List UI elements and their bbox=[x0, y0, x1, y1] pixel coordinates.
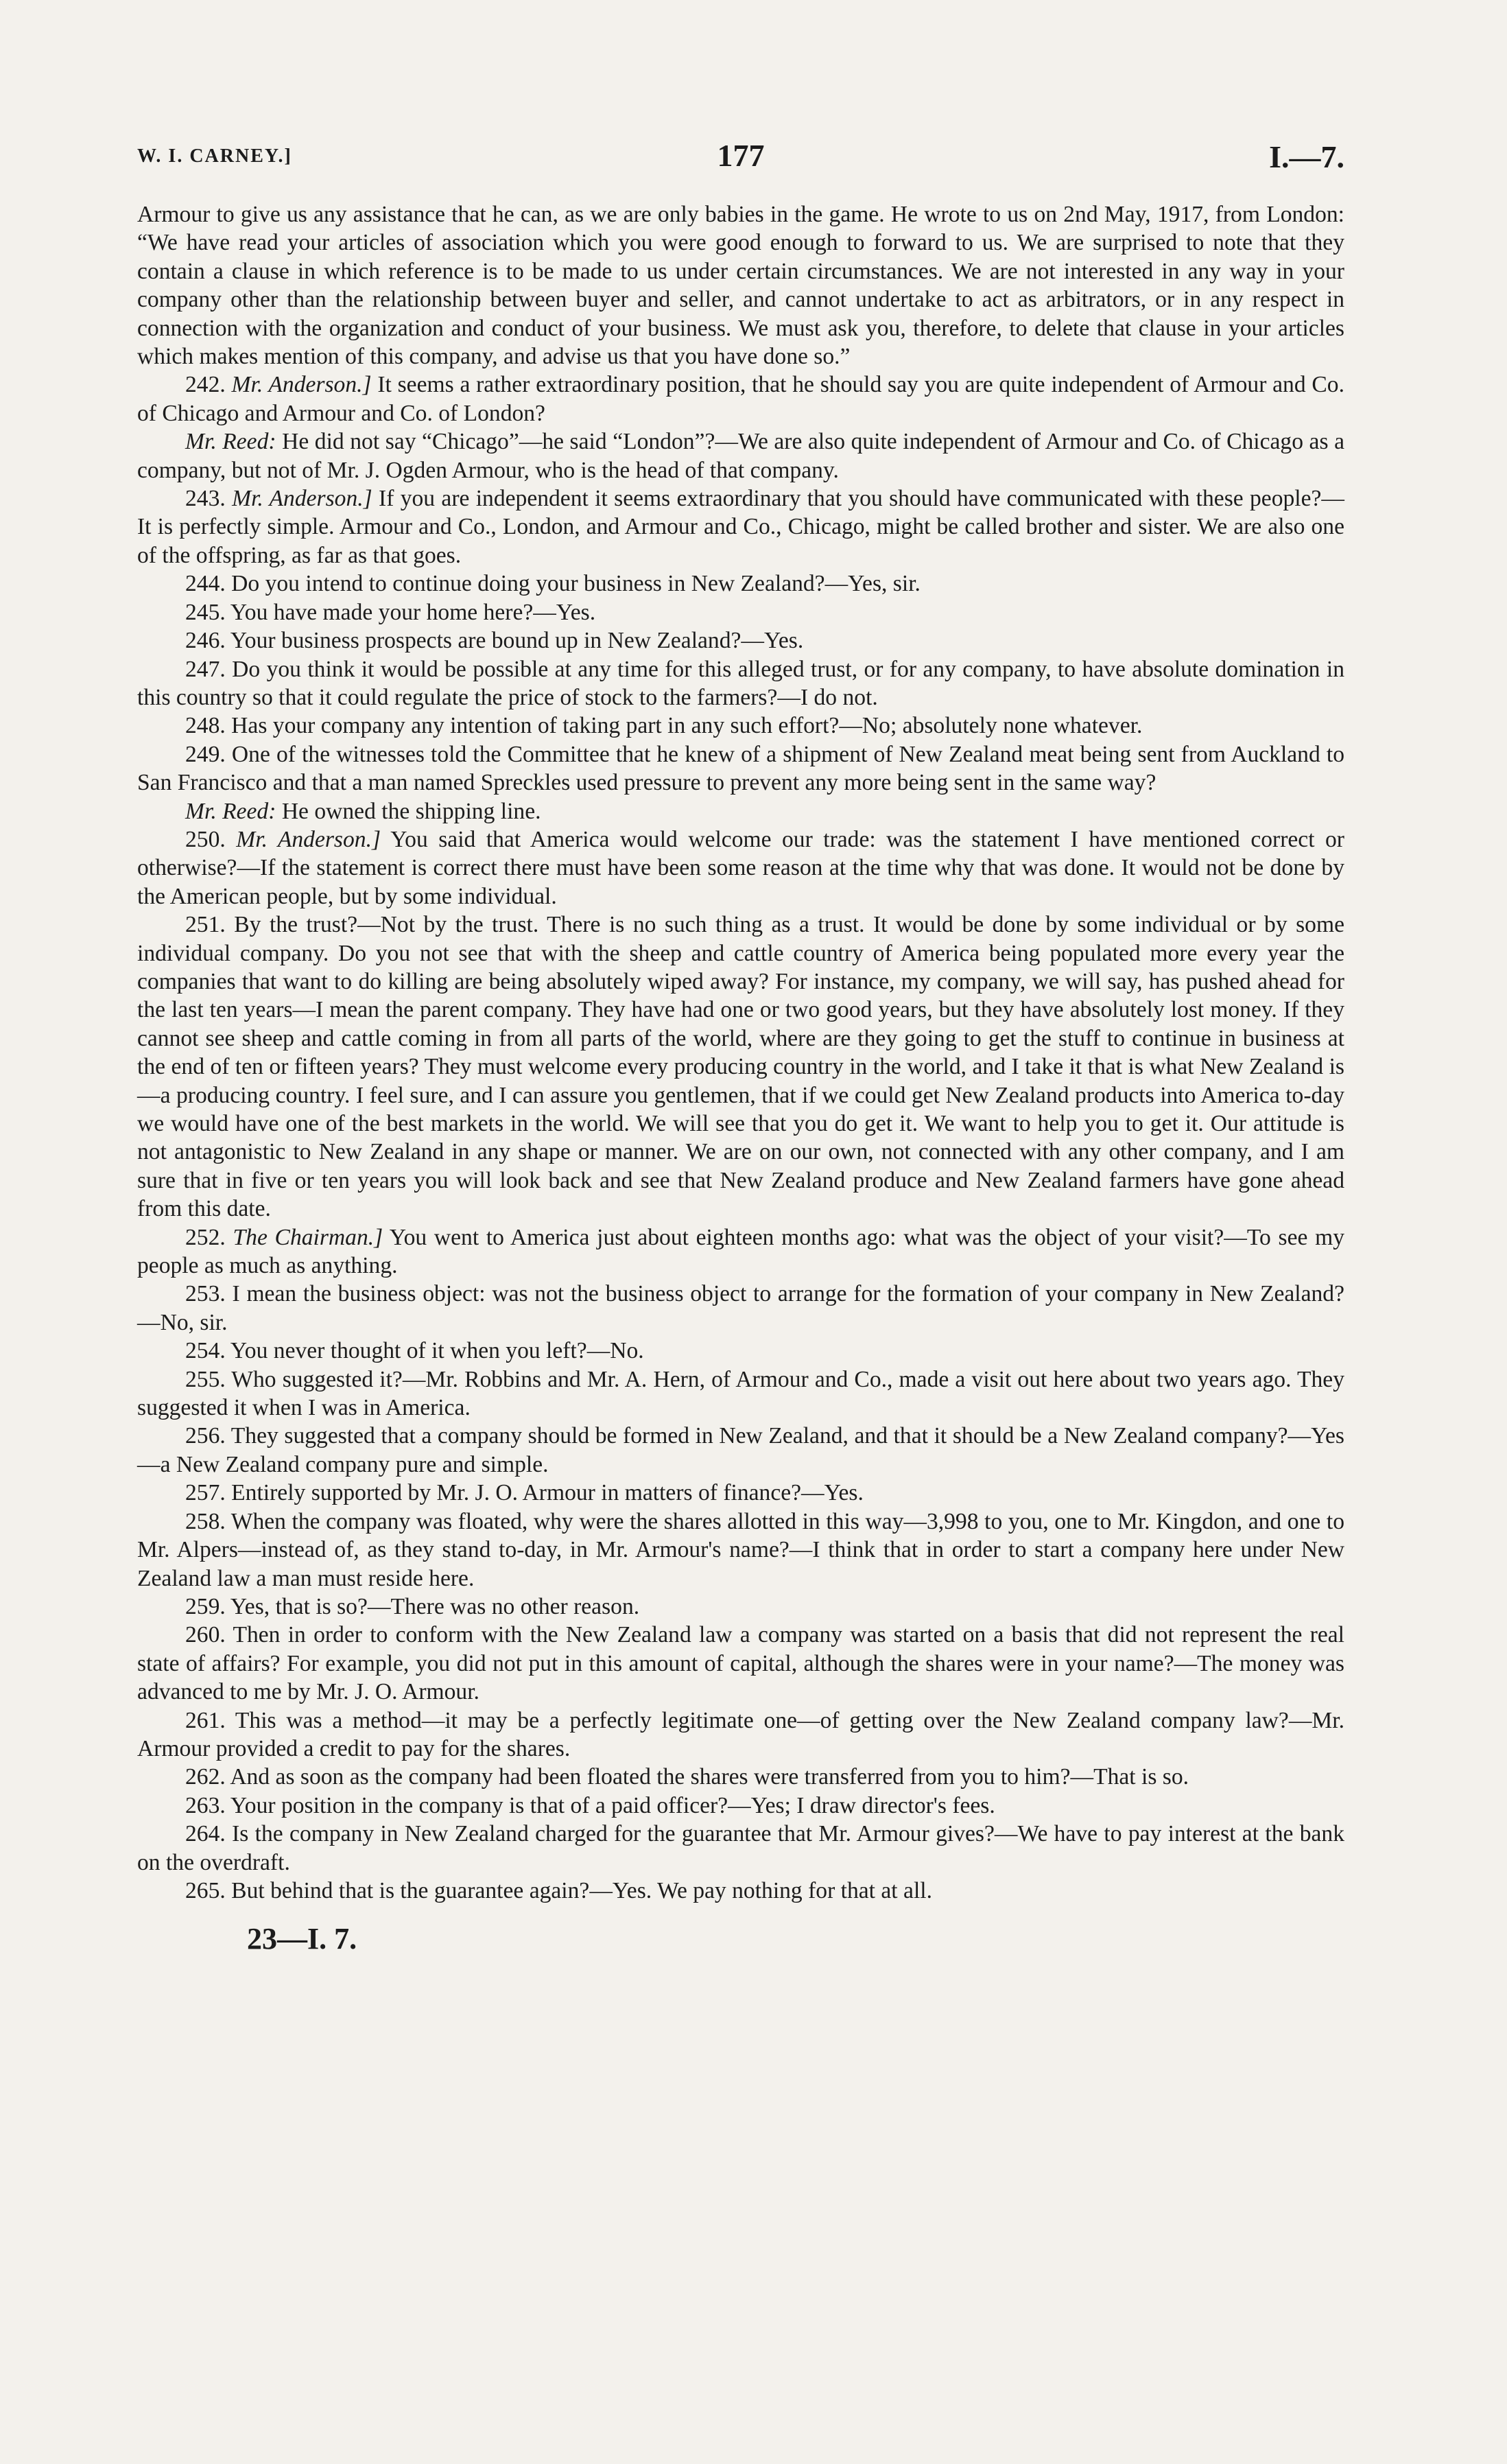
page-number: 177 bbox=[717, 138, 765, 173]
transcript-paragraph bbox=[137, 712, 1344, 740]
paragraph-text: One of the witnesses told the Committee that he knew of a shipment of New Zealand meat being sent from Auckland to San Francisco and that a man named Spreckles used pressure to prevent any more being sent in the same way? bbox=[137, 741, 1344, 796]
transcript-paragraph bbox=[137, 371, 1344, 427]
transcript-paragraph bbox=[137, 1763, 1344, 1791]
question-number: 252. bbox=[185, 1224, 226, 1250]
question-number: 244. bbox=[185, 571, 226, 597]
transcript-paragraph bbox=[137, 427, 1344, 484]
paragraph-text: You have made your home here?—Yes. bbox=[230, 599, 596, 625]
paragraph-text: Then in order to conform with the New Zealand law a company was started on a basis that did not represent the real state of affairs? For example, you did not put in this amount of capital, although the shares were in your name?—The money was advanced to me by Mr. J. O. Armour. bbox=[137, 1622, 1344, 1705]
page-header bbox=[137, 137, 1344, 185]
transcript-paragraph bbox=[137, 1820, 1344, 1877]
paragraph-text: Is the company in New Zealand charged for the guarantee that Mr. Armour gives?—We have to pay interest at the bank on the overdraft. bbox=[137, 1821, 1344, 1875]
question-number: 256. bbox=[185, 1423, 226, 1449]
question-number: 262. bbox=[185, 1764, 226, 1790]
transcript-paragraph bbox=[137, 1280, 1344, 1337]
transcript-paragraph bbox=[137, 626, 1344, 655]
paragraph-text: Entirely supported by Mr. J. O. Armour in matters of finance?—Yes. bbox=[231, 1480, 864, 1506]
transcript-paragraph bbox=[137, 570, 1344, 598]
transcript-paragraph bbox=[137, 200, 1344, 371]
question-number: 255. bbox=[185, 1366, 226, 1392]
transcript-paragraph bbox=[137, 740, 1344, 797]
question-number: 264. bbox=[185, 1821, 226, 1847]
question-number: 245. bbox=[185, 599, 226, 625]
paragraph-text: When the company was floated, why were the shares allotted in this way—3,998 to you, one to Mr. Kingdon, and one to Mr. Alpers—instead of, as they stand to-day, in Mr. Armour's name?—I think that in order to start a company here under New Zealand law a man must reside here. bbox=[137, 1508, 1344, 1591]
transcript-paragraph bbox=[137, 797, 1344, 825]
question-number: 247. bbox=[185, 656, 226, 682]
question-number: 253. bbox=[185, 1281, 226, 1307]
transcript-paragraph bbox=[137, 1365, 1344, 1422]
transcript-body bbox=[137, 200, 1344, 1905]
paragraph-text: Your position in the company is that of a paid officer?—Yes; I draw director's fees. bbox=[230, 1792, 995, 1818]
paragraph-text: Yes, that is so?—There was no other reason. bbox=[230, 1593, 640, 1619]
paragraph-text: It seems a rather extraordinary position, that he should say you are quite independent of Armour and Co. of Chicago and Armour and Co. of London? bbox=[137, 372, 1344, 426]
question-number: 258. bbox=[185, 1508, 226, 1534]
paragraph-text: Do you think it would be possible at any time for this alleged trust, or for any company, to have absolute domination in this country so that it could regulate the price of stock to the farmers?—I do not. bbox=[137, 656, 1344, 710]
paragraph-text: By the trust?—Not by the trust. There is no such thing as a trust. It would be done by some individual or by some individual company. Do you not see that with the sheep and cattle country of America being populated more every year the companies that want to do killing are being absolutely wiped away? For instance, my company, we will say, has pushed ahead for the last ten years—I mean the parent company. They have had one or two good years, but they have absolutely lost money. If they cannot see sheep and cattle coming in from all parts of the world, where are they going to get the stuff to continue in business at the end of ten or fifteen years? They must welcome every producing country in the world, and I take it that is what New Zealand is—a producing country. I feel sure, and I can assure you gentlemen, that if we could get New Zealand products into America to-day we would have one of the best markets in the world. We will see that you do get it. We want to help you to get it. Our attitude is not antagonistic to New Zealand in any shape or manner. We are on our own, not connected with any other company, and I am sure that in five or ten years you will look back and see that New Zealand produce and New Zealand farmers have gone ahead from this date. bbox=[137, 912, 1344, 1222]
paragraph-text: Do you intend to continue doing your business in New Zealand?—Yes, sir. bbox=[231, 571, 921, 597]
speaker-label: Mr. Reed: bbox=[185, 429, 276, 455]
paragraph-text: But behind that is the guarantee again?—Yes. We pay nothing for that at all. bbox=[231, 1877, 932, 1903]
paragraph-text: And as soon as the company had been floated the shares were transferred from you to him?—That is so. bbox=[230, 1764, 1189, 1790]
transcript-paragraph bbox=[137, 1621, 1344, 1706]
paragraph-text: You went to America just about eighteen months ago: what was the object of your visit?—To see my people as much as anything. bbox=[137, 1224, 1345, 1279]
question-number: 265. bbox=[185, 1877, 226, 1903]
paragraph-text: He did not say “Chicago”—he said “London”?—We are also quite independent of Armour and Co. of Chicago as a company, but not of Mr. J. Ogden Armour, who is the head of that company. bbox=[137, 429, 1344, 483]
transcript-paragraph bbox=[137, 1507, 1344, 1593]
page-footer: 23—I. 7. bbox=[247, 1922, 357, 1956]
paragraph-text: This was a method—it may be a perfectly legitimate one—of getting over the New Zealand company law?—Mr. Armour provided a credit to pay for the shares. bbox=[137, 1707, 1344, 1761]
transcript-paragraph bbox=[137, 484, 1344, 570]
paragraph-text: Your business prospects are bound up in New Zealand?—Yes. bbox=[230, 628, 804, 654]
paragraph-text: Has your company any intention of taking part in any such effort?—No; absolutely none whatever. bbox=[231, 713, 1143, 739]
transcript-paragraph bbox=[137, 655, 1344, 712]
question-number: 242. bbox=[185, 372, 226, 398]
speaker-label: Mr. Anderson.] bbox=[231, 372, 372, 398]
speaker-label: Mr. Anderson.] bbox=[236, 826, 381, 852]
speaker-label: Mr. Anderson.] bbox=[232, 486, 372, 512]
transcript-paragraph bbox=[137, 1593, 1344, 1621]
question-number: 259. bbox=[185, 1593, 226, 1619]
paragraph-text: They suggested that a company should be formed in New Zealand, and that it should be a New Zealand company?—Yes—a New Zealand company pure and simple. bbox=[137, 1423, 1344, 1477]
question-number: 251. bbox=[185, 912, 226, 938]
question-number: 246. bbox=[185, 628, 226, 654]
paragraph-text: You never thought of it when you left?—No. bbox=[230, 1338, 644, 1364]
question-number: 254. bbox=[185, 1338, 226, 1364]
transcript-paragraph bbox=[137, 1223, 1344, 1280]
paragraph-text: He owned the shipping line. bbox=[281, 798, 541, 824]
question-number: 243. bbox=[185, 486, 226, 512]
transcript-paragraph bbox=[137, 911, 1344, 1223]
question-number: 263. bbox=[185, 1792, 226, 1818]
speaker-label: Mr. Reed: bbox=[185, 798, 276, 824]
transcript-paragraph bbox=[137, 825, 1344, 911]
transcript-paragraph bbox=[137, 1706, 1344, 1763]
question-number: 248. bbox=[185, 713, 226, 739]
paragraph-text: I mean the business object: was not the business object to arrange for the formation of your company in New Zealand?—No, sir. bbox=[137, 1281, 1344, 1335]
transcript-paragraph bbox=[137, 1792, 1344, 1820]
question-number: 249. bbox=[185, 741, 226, 767]
transcript-paragraph bbox=[137, 598, 1344, 626]
paragraph-text: Armour to give us any assistance that he can, as we are only babies in the game. He wrote to us on 2nd May, 1917, from London: “We have read your articles of association which you were good enough to forward to us. We are surprised to note that they contain a clause in which reference is to be made to us under certain circumstances. We are not interested in any way in your company other than the relationship between buyer and seller, and cannot undertake to act as arbitrators, or in any respect in connection with the organization and conduct of your business. We must ask you, therefore, to delete that clause in your articles which makes mention of this company, and advise us that you have done so.” bbox=[137, 202, 1344, 370]
question-number: 261. bbox=[185, 1707, 226, 1733]
question-number: 260. bbox=[185, 1622, 226, 1648]
transcript-paragraph bbox=[137, 1422, 1344, 1479]
paragraph-text: You said that America would welcome our trade: was the statement I have mentioned correct or otherwise?—If the statement is correct there must have been some reason at the time why that was done. It would not be done by the American people, but by some individual. bbox=[137, 826, 1344, 909]
transcript-paragraph bbox=[137, 1877, 1344, 1905]
question-number: 250. bbox=[185, 826, 226, 852]
document-page bbox=[137, 137, 1344, 1956]
question-number: 257. bbox=[185, 1480, 226, 1506]
transcript-paragraph bbox=[137, 1337, 1344, 1365]
paragraph-text: Who suggested it?—Mr. Robbins and Mr. A. Hern, of Armour and Co., made a visit out here about two years ago. They suggested it when I was in America. bbox=[137, 1366, 1344, 1421]
transcript-paragraph bbox=[137, 1479, 1344, 1507]
paragraph-text: If you are independent it seems extraordinary that you should have communicated with these people?—It is perfectly simple. Armour and Co., London, and Armour and Co., Chicago, might be called brother and sister. We are also one of the offspring, as far as that goes. bbox=[137, 486, 1344, 568]
speaker-label: The Chairman.] bbox=[233, 1224, 383, 1250]
header-paper-ref: I.—7. bbox=[1269, 139, 1344, 174]
header-witness: W. I. CARNEY.] bbox=[137, 145, 292, 167]
